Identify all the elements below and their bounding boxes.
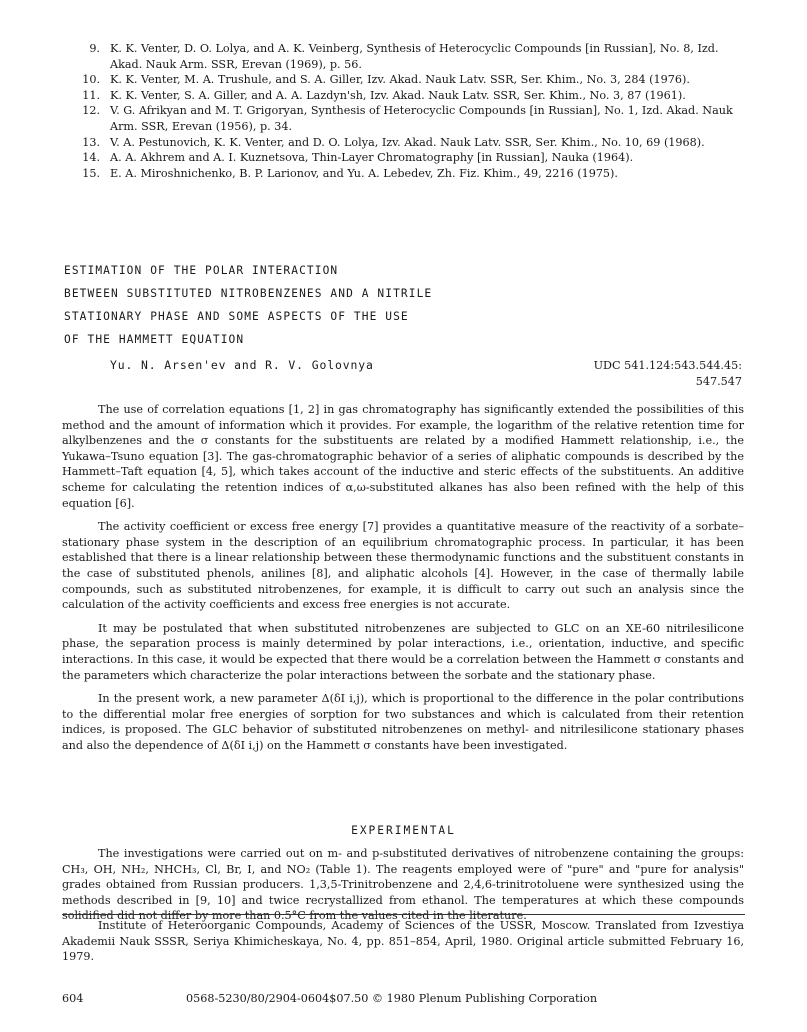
body-paragraph: In the present work, a new parameter Δ(δI i,j), which is proportional to the difference in the polar contributions to the differential molar free energies of sorption for two substances and which is calculated from their retention indices, is proposed. The GLC behavior of substituted nitrobenzenes on methyl- and nitrilesilicone stationary phases and also the dependence of Δ(δI i,j) on the Hammett σ constants have been investigated.: [62, 692, 744, 752]
reference-item: [60, 88, 750, 104]
reference-text: K. K. Venter, S. A. Giller, and A. A. Lazdyn'sh, Izv. Akad. Nauk Latv. SSR, Ser. Khim., No. 3, 87 (1961).: [110, 88, 686, 102]
footnote-divider: [62, 914, 745, 915]
reference-item: [60, 166, 750, 182]
reference-item: [60, 72, 750, 88]
reference-number: 9.: [89, 42, 100, 55]
copyright-line: 0568-5230/80/2904-0604$07.50 © 1980 Plenum Publishing Corporation: [186, 992, 598, 1005]
reference-text: K. K. Venter, M. A. Trushule, and S. A. Giller, Izv. Akad. Nauk Latv. SSR, Ser. Khim., No. 3, 284 (1976).: [110, 73, 690, 87]
reference-number: 14.: [82, 151, 100, 165]
reference-text: A. A. Akhrem and A. I. Kuznetsova, Thin-Layer Chromatography [in Russian], Nauka (1964).: [110, 151, 634, 165]
reference-text: K. K. Venter, D. O. Lolya, and A. K. Veinberg, Synthesis of Heterocyclic Compounds [in Russian], No. 8, Izd. Akad. Nauk Arm. SSR, Erevan (1969), p. 56.: [110, 42, 719, 71]
title-line: STATIONARY PHASE AND SOME ASPECTS OF THE USE: [64, 310, 409, 323]
affiliation-footnote: Institute of Heteroorganic Compounds, Academy of Sciences of the USSR, Moscow. Translated from Izvestiya Akademii Nauk SSSR, Seriya Khimicheskaya, No. 4, pp. 851–854, April, 1980. Original article submitted February 16, 1979.: [62, 919, 744, 964]
body-paragraph: The use of correlation equations [1, 2] in gas chromatography has significantly extended the possibilities of this method and the amount of information which it provides. For example, the logarithm of the relative retention time for alkylbenzenes and the σ constants for the substituents are related by a modified Hammett relationship, i.e., the Yukawa–Tsuno equation [3]. The gas-chromatographic behavior of a series of aliphatic compounds is described by the Hammett–Taft equation [4, 5], which takes account of the inductive and steric effects of the substituents. An additive scheme for calculating the retention indices of α,ω-substituted alkanes has also been refined with the help of this equation [6].: [62, 403, 744, 510]
reference-item: [60, 103, 750, 134]
article-title: [64, 259, 432, 351]
udc-classification: [594, 358, 742, 389]
page-number: 604: [62, 992, 84, 1005]
reference-text: V. A. Pestunovich, K. K. Venter, and D. O. Lolya, Izv. Akad. Nauk Latv. SSR, Ser. Khim., No. 10, 69 (1968).: [110, 135, 705, 149]
reference-number: 12.: [82, 104, 100, 118]
reference-number: 15.: [82, 166, 100, 180]
authors-line: Yu. N. Arsen'ev and R. V. Golovnya: [110, 358, 374, 372]
udc-line: 547.547: [695, 374, 742, 388]
article-body: [62, 402, 744, 761]
reference-text: E. A. Miroshnichenko, B. P. Larionov, and Yu. A. Lebedev, Zh. Fiz. Khim., 49, 2216 (1975).: [110, 166, 618, 180]
reference-item: [60, 135, 750, 151]
section-heading: EXPERIMENTAL: [351, 824, 456, 837]
reference-number: 11.: [82, 88, 100, 102]
body-paragraph: The investigations were carried out on m- and p-substituted derivatives of nitrobenzene containing the groups: CH₃, OH, NH₂, NHCH₃, Cl, Br, I, and NO₂ (Table 1). The reagents employed were of "pure" and "pure for analysis" grades obtained from Russian producers. 1,3,5-Trinitrobenzene and 2,4,6-trinitrotoluene were synthesized using the methods described in [9, 10] and twice recrystallized from ethanol. The temperatures at which these compounds solidified did not differ by more than 0.5°C from the values cited in the literature.: [62, 847, 744, 923]
reference-item: [60, 41, 750, 72]
reference-list: [60, 41, 750, 181]
reference-number: 13.: [82, 135, 100, 149]
reference-text: V. G. Afrikyan and M. T. Grigoryan, Synthesis of Heterocyclic Compounds [in Russian], No. 1, Izd. Akad. Nauk Arm. SSR, Erevan (1956), p. 34.: [110, 104, 733, 133]
title-line: ESTIMATION OF THE POLAR INTERACTION: [64, 264, 339, 277]
body-paragraph: The activity coefficient or excess free energy [7] provides a quantitative measure of the reactivity of a sorbate–stationary phase system in the description of an equilibrium chromatographic process. In particular, it has been established that there is a linear relationship between these thermodynamic functions and the substituent constants in the case of substituted phenols, anilines [8], and aliphatic alcohols [4]. However, in the case of thermally labile compounds, such as substituted nitrobenzenes, for example, it is difficult to carry out such an analysis since the calculation of the activity coefficients and excess free energies is not accurate.: [62, 520, 744, 612]
title-line: OF THE HAMMETT EQUATION: [64, 333, 245, 346]
body-paragraph: It may be postulated that when substituted nitrobenzenes are subjected to GLC on an XE-60 nitrilesilicone phase, the separation process is mainly determined by polar interactions, i.e., orientation, inductive, and specific interactions. In this case, it would be expected that there would be a correlation between the Hammett σ constants and the parameters which characterize the polar interactions between the sorbate and the stationary phase.: [62, 621, 744, 682]
title-line: BETWEEN SUBSTITUTED NITROBENZENES AND A NITRILE: [64, 287, 433, 300]
reference-item: [60, 150, 750, 166]
udc-line: UDC 541.124:543.544.45:: [593, 359, 742, 372]
reference-number: 10.: [82, 73, 100, 87]
